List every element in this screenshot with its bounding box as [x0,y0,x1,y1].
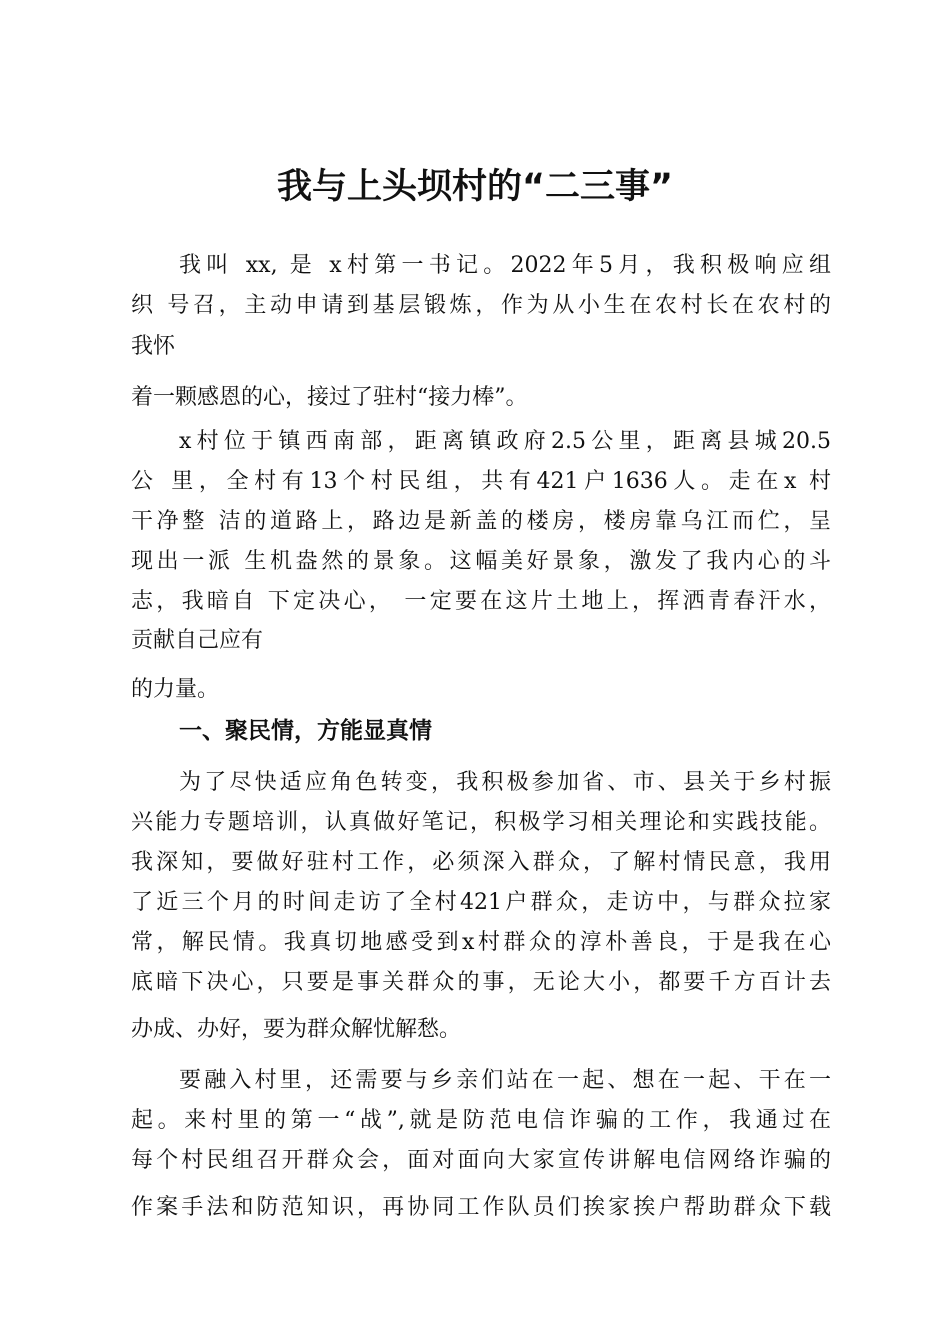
paragraph-4-line-2: 起。来村里的第一“战”,就是防范电信诈骗的工作，我通过在 [131,1108,831,1133]
paragraph-1-line-1: 我叫 xx, 是 x村第一书记。2022年5月，我积极响应组 [179,253,831,278]
paragraph-2-line-2: 公 里，全村有13个村民组，共有421户1636人。走在x 村 [131,469,831,494]
paragraph-3-line-3: 我深知，要做好驻村工作，必须深入群众，了解村情民意，我用 [131,850,831,875]
paragraph-3-line-5: 常，解民情。我真切地感受到x村群众的淳朴善良，于是我在心 [131,930,831,955]
paragraph-2-line-1: x村位于镇西南部，距离镇政府2.5公里，距离县城20.5 [179,429,831,454]
paragraph-2-line-7: 的力量。 [131,677,220,702]
paragraph-4-line-1: 要融入村里，还需要与乡亲们站在一起、想在一起、干在一 [179,1068,831,1093]
paragraph-3-line-1: 为了尽快适应角色转变，我积极参加省、市、县关于乡村振 [179,770,831,795]
paragraph-2-line-6: 贡献自己应有 [131,628,264,653]
paragraph-4-line-3: 每个村民组召开群众会，面对面向大家宣传讲解电信网络诈骗的 [131,1148,831,1173]
paragraph-2-line-5: 志，我暗自 下定决心， 一定要在这片土地上，挥洒青春汗水， [131,589,831,614]
section-heading-1: 一、聚民情，方能显真情 [179,718,432,744]
paragraph-1-line-3: 我怀 [131,334,176,359]
paragraph-3-line-6: 底暗下决心，只要是事关群众的事，无论大小，都要千方百计去 [131,970,831,995]
paragraph-1-line-2: 织 号召，主动申请到基层锻炼，作为从小生在农村长在农村的 [131,293,831,318]
paragraph-2-line-4: 现出一派 生机盎然的景象。这幅美好景象，激发了我内心的斗 [131,549,831,574]
paragraph-3-line-4: 了近三个月的时间走访了全村421户群众，走访中，与群众拉家 [131,890,831,915]
paragraph-2-line-3: 干净整 洁的道路上，路边是新盖的楼房，楼房靠乌江而伫，呈 [131,509,831,534]
paragraph-1-line-4: 着一颗感恩的心，接过了驻村“接力棒”。 [131,385,528,410]
document-title: 我与上头坝村的“二三事” [276,167,673,207]
paragraph-3-line-7: 办成、办好，要为群众解忧解愁。 [131,1017,462,1042]
paragraph-4-line-4: 作案手法和防范知识，再协同工作队员们挨家挨户帮助群众下载 [131,1195,831,1220]
paragraph-3-line-2: 兴能力专题培训，认真做好笔记，积极学习相关理论和实践技能。 [131,810,831,835]
